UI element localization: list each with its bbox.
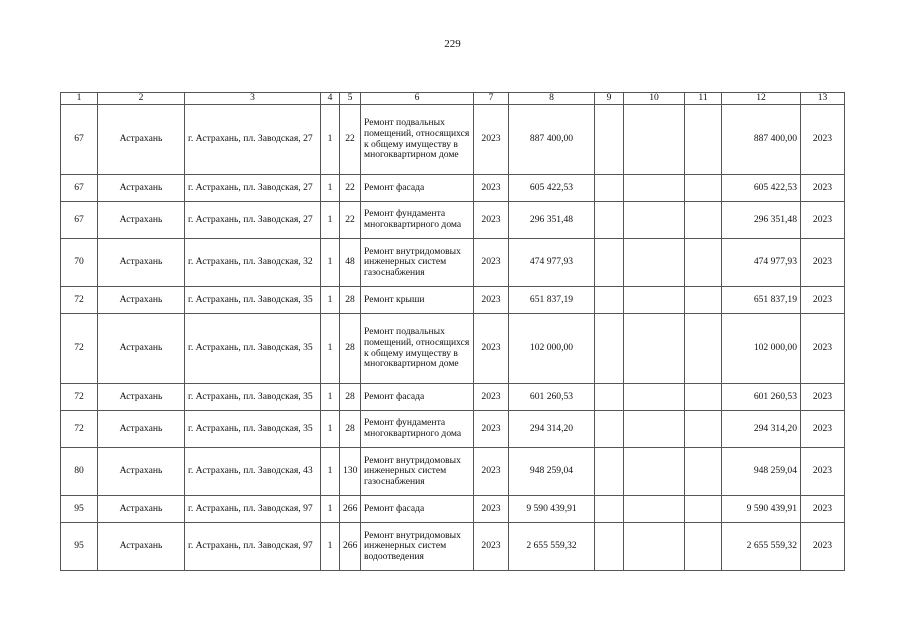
col5-cell: 22 xyxy=(340,175,361,202)
cost-cell: 474 977,93 xyxy=(509,239,595,287)
header-cell: 3 xyxy=(185,93,321,105)
page-number: 229 xyxy=(444,38,461,50)
header-cell: 2 xyxy=(98,93,185,105)
row-number-cell: 67 xyxy=(61,105,98,175)
header-cell: 7 xyxy=(474,93,509,105)
city-cell: Астрахань xyxy=(98,239,185,287)
table-row xyxy=(61,287,845,314)
col5-cell: 130 xyxy=(340,448,361,496)
year-cell: 2023 xyxy=(474,523,509,571)
work-type-cell: Ремонт фундамента многоквартирного дома xyxy=(361,202,474,239)
table-row xyxy=(61,105,845,175)
total-cost-cell: 296 351,48 xyxy=(722,202,801,239)
total-cost-cell: 9 590 439,91 xyxy=(722,496,801,523)
col5-cell: 28 xyxy=(340,411,361,448)
col10-cell xyxy=(624,239,685,287)
end-year-cell: 2023 xyxy=(801,384,845,411)
cost-cell: 601 260,53 xyxy=(509,384,595,411)
row-number-cell: 72 xyxy=(61,384,98,411)
col10-cell xyxy=(624,384,685,411)
work-type-cell: Ремонт крыши xyxy=(361,287,474,314)
table-row xyxy=(61,411,845,448)
col5-cell: 48 xyxy=(340,239,361,287)
city-cell: Астрахань xyxy=(98,175,185,202)
col10-cell xyxy=(624,105,685,175)
col9-cell xyxy=(595,411,624,448)
cost-cell: 605 422,53 xyxy=(509,175,595,202)
header-cell: 5 xyxy=(340,93,361,105)
cost-cell: 887 400,00 xyxy=(509,105,595,175)
table-row xyxy=(61,384,845,411)
col11-cell xyxy=(685,384,722,411)
col5-cell: 28 xyxy=(340,287,361,314)
col11-cell xyxy=(685,496,722,523)
year-cell: 2023 xyxy=(474,496,509,523)
city-cell: Астрахань xyxy=(98,314,185,384)
row-number-cell: 70 xyxy=(61,239,98,287)
col11-cell xyxy=(685,314,722,384)
col4-cell: 1 xyxy=(321,287,340,314)
col11-cell xyxy=(685,239,722,287)
row-number-cell: 95 xyxy=(61,523,98,571)
year-cell: 2023 xyxy=(474,448,509,496)
col11-cell xyxy=(685,287,722,314)
address-cell: г. Астрахань, пл. Заводская, 32 xyxy=(185,239,321,287)
work-type-cell: Ремонт подвальных помещений, относящихся к общему имуществу в многоквартирном доме xyxy=(361,105,474,175)
row-number-cell: 72 xyxy=(61,411,98,448)
col5-cell: 28 xyxy=(340,314,361,384)
total-cost-cell: 474 977,93 xyxy=(722,239,801,287)
cost-cell: 948 259,04 xyxy=(509,448,595,496)
city-cell: Астрахань xyxy=(98,448,185,496)
table-row xyxy=(61,496,845,523)
end-year-cell: 2023 xyxy=(801,202,845,239)
header-cell: 9 xyxy=(595,93,624,105)
address-cell: г. Астрахань, пл. Заводская, 27 xyxy=(185,175,321,202)
city-cell: Астрахань xyxy=(98,287,185,314)
work-type-cell: Ремонт внутридомовых инженерных систем газоснабжения xyxy=(361,239,474,287)
year-cell: 2023 xyxy=(474,239,509,287)
col9-cell xyxy=(595,448,624,496)
col4-cell: 1 xyxy=(321,384,340,411)
total-cost-cell: 651 837,19 xyxy=(722,287,801,314)
col10-cell xyxy=(624,523,685,571)
col10-cell xyxy=(624,411,685,448)
cost-cell: 9 590 439,91 xyxy=(509,496,595,523)
col10-cell xyxy=(624,448,685,496)
work-type-cell: Ремонт фасада xyxy=(361,384,474,411)
end-year-cell: 2023 xyxy=(801,239,845,287)
year-cell: 2023 xyxy=(474,384,509,411)
col4-cell: 1 xyxy=(321,175,340,202)
col9-cell xyxy=(595,287,624,314)
col9-cell xyxy=(595,314,624,384)
address-cell: г. Астрахань, пл. Заводская, 27 xyxy=(185,105,321,175)
year-cell: 2023 xyxy=(474,314,509,384)
address-cell: г. Астрахань, пл. Заводская, 35 xyxy=(185,411,321,448)
works-table xyxy=(60,92,845,571)
col11-cell xyxy=(685,523,722,571)
col4-cell: 1 xyxy=(321,448,340,496)
header-cell: 6 xyxy=(361,93,474,105)
col9-cell xyxy=(595,239,624,287)
row-number-cell: 72 xyxy=(61,287,98,314)
col4-cell: 1 xyxy=(321,523,340,571)
total-cost-cell: 2 655 559,32 xyxy=(722,523,801,571)
header-cell: 1 xyxy=(61,93,98,105)
row-number-cell: 67 xyxy=(61,175,98,202)
end-year-cell: 2023 xyxy=(801,175,845,202)
header-cell: 4 xyxy=(321,93,340,105)
table-row xyxy=(61,175,845,202)
col4-cell: 1 xyxy=(321,202,340,239)
col11-cell xyxy=(685,105,722,175)
row-number-cell: 95 xyxy=(61,496,98,523)
row-number-cell: 80 xyxy=(61,448,98,496)
end-year-cell: 2023 xyxy=(801,496,845,523)
city-cell: Астрахань xyxy=(98,411,185,448)
work-type-cell: Ремонт фасада xyxy=(361,175,474,202)
col10-cell xyxy=(624,496,685,523)
cost-cell: 294 314,20 xyxy=(509,411,595,448)
work-type-cell: Ремонт внутридомовых инженерных систем водоотведения xyxy=(361,523,474,571)
col5-cell: 28 xyxy=(340,384,361,411)
city-cell: Астрахань xyxy=(98,202,185,239)
address-cell: г. Астрахань, пл. Заводская, 27 xyxy=(185,202,321,239)
col5-cell: 266 xyxy=(340,496,361,523)
work-type-cell: Ремонт фундамента многоквартирного дома xyxy=(361,411,474,448)
end-year-cell: 2023 xyxy=(801,314,845,384)
total-cost-cell: 948 259,04 xyxy=(722,448,801,496)
year-cell: 2023 xyxy=(474,202,509,239)
total-cost-cell: 601 260,53 xyxy=(722,384,801,411)
city-cell: Астрахань xyxy=(98,496,185,523)
end-year-cell: 2023 xyxy=(801,105,845,175)
col4-cell: 1 xyxy=(321,239,340,287)
work-type-cell: Ремонт подвальных помещений, относящихся к общему имуществу в многоквартирном доме xyxy=(361,314,474,384)
address-cell: г. Астрахань, пл. Заводская, 97 xyxy=(185,496,321,523)
cost-cell: 102 000,00 xyxy=(509,314,595,384)
city-cell: Астрахань xyxy=(98,105,185,175)
year-cell: 2023 xyxy=(474,411,509,448)
col11-cell xyxy=(685,448,722,496)
col9-cell xyxy=(595,496,624,523)
table-row xyxy=(61,523,845,571)
col9-cell xyxy=(595,523,624,571)
end-year-cell: 2023 xyxy=(801,411,845,448)
header-row xyxy=(61,93,845,105)
col10-cell xyxy=(624,314,685,384)
table-row xyxy=(61,448,845,496)
col10-cell xyxy=(624,287,685,314)
year-cell: 2023 xyxy=(474,105,509,175)
address-cell: г. Астрахань, пл. Заводская, 35 xyxy=(185,314,321,384)
city-cell: Астрахань xyxy=(98,523,185,571)
col10-cell xyxy=(624,175,685,202)
end-year-cell: 2023 xyxy=(801,448,845,496)
col11-cell xyxy=(685,411,722,448)
col11-cell xyxy=(685,175,722,202)
year-cell: 2023 xyxy=(474,175,509,202)
col9-cell xyxy=(595,105,624,175)
col4-cell: 1 xyxy=(321,496,340,523)
header-cell: 12 xyxy=(722,93,801,105)
table-row xyxy=(61,202,845,239)
col9-cell xyxy=(595,202,624,239)
col5-cell: 22 xyxy=(340,105,361,175)
end-year-cell: 2023 xyxy=(801,523,845,571)
total-cost-cell: 294 314,20 xyxy=(722,411,801,448)
total-cost-cell: 102 000,00 xyxy=(722,314,801,384)
header-cell: 8 xyxy=(509,93,595,105)
col4-cell: 1 xyxy=(321,411,340,448)
col4-cell: 1 xyxy=(321,105,340,175)
work-type-cell: Ремонт фасада xyxy=(361,496,474,523)
col9-cell xyxy=(595,384,624,411)
address-cell: г. Астрахань, пл. Заводская, 35 xyxy=(185,287,321,314)
total-cost-cell: 605 422,53 xyxy=(722,175,801,202)
row-number-cell: 67 xyxy=(61,202,98,239)
cost-cell: 2 655 559,32 xyxy=(509,523,595,571)
row-number-cell: 72 xyxy=(61,314,98,384)
col5-cell: 266 xyxy=(340,523,361,571)
col10-cell xyxy=(624,202,685,239)
header-cell: 11 xyxy=(685,93,722,105)
city-cell: Астрахань xyxy=(98,384,185,411)
col9-cell xyxy=(595,175,624,202)
header-cell: 13 xyxy=(801,93,845,105)
col11-cell xyxy=(685,202,722,239)
work-type-cell: Ремонт внутридомовых инженерных систем газоснабжения xyxy=(361,448,474,496)
end-year-cell: 2023 xyxy=(801,287,845,314)
address-cell: г. Астрахань, пл. Заводская, 97 xyxy=(185,523,321,571)
address-cell: г. Астрахань, пл. Заводская, 43 xyxy=(185,448,321,496)
total-cost-cell: 887 400,00 xyxy=(722,105,801,175)
header-cell: 10 xyxy=(624,93,685,105)
address-cell: г. Астрахань, пл. Заводская, 35 xyxy=(185,384,321,411)
col4-cell: 1 xyxy=(321,314,340,384)
cost-cell: 651 837,19 xyxy=(509,287,595,314)
cost-cell: 296 351,48 xyxy=(509,202,595,239)
col5-cell: 22 xyxy=(340,202,361,239)
table-row xyxy=(61,314,845,384)
year-cell: 2023 xyxy=(474,287,509,314)
table-row xyxy=(61,239,845,287)
